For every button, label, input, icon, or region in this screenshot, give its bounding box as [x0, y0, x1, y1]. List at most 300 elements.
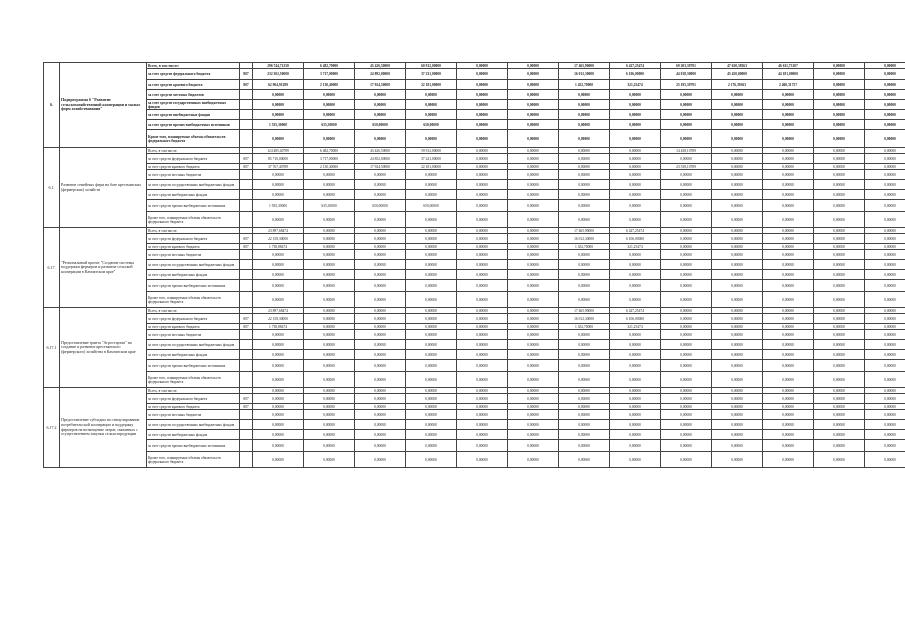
amount-cell: 0,00000	[253, 190, 304, 200]
amount-cell: 0,00000	[457, 410, 508, 420]
amount-cell: 0,00000	[355, 100, 406, 110]
amount-cell: 0,00000	[253, 404, 304, 410]
amount-cell: 0,00000	[865, 120, 905, 130]
amount-cell: 0,00000	[814, 372, 865, 388]
amount-cell: 0,00000	[406, 404, 457, 410]
amount-cell: 0,00000	[865, 324, 905, 330]
amount-cell: 0,00000	[610, 120, 661, 130]
amount-cell: 6 106,00000	[610, 234, 661, 244]
amount-cell: 0,00000	[661, 234, 712, 244]
amount-cell: 0,00000	[508, 308, 559, 314]
amount-cell: 0,00000	[457, 372, 508, 388]
amount-cell: 0,00000	[508, 130, 559, 148]
amount-cell: 0,00000	[763, 324, 814, 330]
amount-cell: 0,00000	[763, 314, 814, 324]
amount-cell: 0,00000	[763, 430, 814, 440]
amount-cell: 6 482,70000	[304, 63, 355, 69]
amount-cell: 0,00000	[457, 360, 508, 372]
grbs-code	[240, 280, 253, 292]
table-row	[44, 292, 905, 308]
amount-cell: 0,00000	[610, 90, 661, 100]
amount-cell: 0,00000	[814, 120, 865, 130]
amount-cell: 0,00000	[355, 350, 406, 360]
amount-cell: 0,00000	[508, 440, 559, 452]
amount-cell: 0,00000	[559, 410, 610, 420]
amount-cell: 0,00000	[457, 292, 508, 308]
amount-cell: 0,00000	[508, 110, 559, 120]
amount-cell: 0,00000	[406, 372, 457, 388]
amount-cell: 0,00000	[712, 324, 763, 330]
amount-cell: 0,00000	[610, 388, 661, 394]
amount-cell: 1 738,88474	[253, 244, 304, 250]
funding-source: за счет средств государственных внебюджетных фондов	[147, 180, 240, 190]
funding-source: Всего, в том числе:	[147, 308, 240, 314]
amount-cell: 0,00000	[814, 324, 865, 330]
amount-cell: 0,00000	[355, 360, 406, 372]
grbs-code	[240, 200, 253, 212]
amount-cell: 0,00000	[610, 148, 661, 154]
amount-cell: 2 130,40000	[304, 164, 355, 170]
program-name: Развитие семейных ферм на базе крестьянских (фермерских) хозяйств	[60, 148, 147, 228]
amount-cell: 0,00000	[406, 308, 457, 314]
amount-cell: 0,00000	[406, 234, 457, 244]
amount-cell: 60 912,00000	[406, 63, 457, 69]
amount-cell: 16 012,30000	[559, 234, 610, 244]
table-row	[44, 452, 905, 468]
amount-cell: 0,00000	[406, 440, 457, 452]
amount-cell: 0,00000	[559, 440, 610, 452]
amount-cell: 0,00000	[508, 324, 559, 330]
amount-cell: 0,00000	[865, 260, 905, 270]
funding-source: за счет средств федерального бюджета	[147, 394, 240, 404]
amount-cell: 0,00000	[559, 100, 610, 110]
amount-cell: 0,00000	[355, 110, 406, 120]
amount-cell: 0,00000	[712, 228, 763, 234]
amount-cell: 0,00000	[610, 394, 661, 404]
amount-cell: 0,00000	[457, 280, 508, 292]
amount-cell: 0,00000	[406, 130, 457, 148]
table-row	[44, 80, 905, 90]
amount-cell: 0,00000	[457, 212, 508, 228]
amount-cell: 0,00000	[406, 430, 457, 440]
amount-cell: 0,00000	[457, 440, 508, 452]
amount-cell: 0,00000	[712, 394, 763, 404]
amount-cell: 0,00000	[355, 330, 406, 340]
amount-cell: 0,00000	[508, 388, 559, 394]
amount-cell: 0,00000	[253, 420, 304, 430]
amount-cell: 0,00000	[712, 420, 763, 430]
funding-source: за счет средств прочих внебюджетных источников	[147, 120, 240, 130]
amount-cell: 0,00000	[661, 394, 712, 404]
amount-cell: 0,00000	[559, 170, 610, 180]
amount-cell: 0,00000	[661, 430, 712, 440]
amount-cell: 0,00000	[406, 270, 457, 280]
amount-cell: 0,00000	[355, 410, 406, 420]
amount-cell: 0,00000	[712, 110, 763, 120]
amount-cell: 0,00000	[508, 120, 559, 130]
amount-cell: 0,00000	[253, 100, 304, 110]
amount-cell: 0,00000	[661, 360, 712, 372]
budget-table	[43, 62, 905, 468]
amount-cell: 0,00000	[457, 148, 508, 154]
amount-cell: 0,00000	[814, 234, 865, 244]
funding-source: за счет средств внебюджетных фондов	[147, 350, 240, 360]
amount-cell: 0,00000	[865, 430, 905, 440]
amount-cell: 6 427,25474	[610, 63, 661, 69]
amount-cell: 0,00000	[304, 90, 355, 100]
amount-cell: 0,00000	[355, 404, 406, 410]
amount-cell: 0,00000	[457, 308, 508, 314]
amount-cell: 0,00000	[457, 69, 508, 80]
amount-cell: 22 158,30000	[253, 234, 304, 244]
amount-cell: 23 538,10789	[661, 164, 712, 170]
amount-cell: 0,00000	[610, 260, 661, 270]
grbs-code: 807	[240, 234, 253, 244]
grbs-code	[240, 410, 253, 420]
table-row	[44, 212, 905, 228]
amount-cell: 0,00000	[865, 90, 905, 100]
amount-cell: 0,00000	[253, 170, 304, 180]
amount-cell: 0,00000	[508, 63, 559, 69]
grbs-code	[240, 90, 253, 100]
row-code: 6.17.2	[44, 388, 60, 468]
amount-cell: 17 465,90000	[559, 63, 610, 69]
amount-cell: 0,00000	[355, 228, 406, 234]
grbs-code	[240, 340, 253, 350]
amount-cell: 14 438,10789	[661, 148, 712, 154]
amount-cell: 0,00000	[814, 350, 865, 360]
table-row	[44, 440, 905, 452]
funding-source: за счет средств прочих внебюджетных источников	[147, 280, 240, 292]
amount-cell: 0,00000	[559, 340, 610, 350]
amount-cell: 0,00000	[355, 260, 406, 270]
amount-cell: 0,00000	[712, 180, 763, 190]
amount-cell: 0,00000	[712, 430, 763, 440]
amount-cell: 0,00000	[457, 250, 508, 260]
amount-cell: 124 485,40789	[253, 148, 304, 154]
amount-cell: 0,00000	[304, 212, 355, 228]
funding-source: за счет средств внебюджетных фондов	[147, 270, 240, 280]
amount-cell: 0,00000	[661, 180, 712, 190]
amount-cell: 0,00000	[661, 170, 712, 180]
funding-source: за счет средств федерального бюджета	[147, 154, 240, 164]
amount-cell: 0,00000	[508, 212, 559, 228]
grbs-code	[240, 180, 253, 190]
amount-cell: 0,00000	[610, 410, 661, 420]
amount-cell: 0,00000	[406, 314, 457, 324]
amount-cell: 0,00000	[355, 270, 406, 280]
amount-cell: 1 452,70000	[559, 244, 610, 250]
amount-cell: 0,00000	[304, 350, 355, 360]
amount-cell: 0,00000	[406, 100, 457, 110]
amount-cell: 0,00000	[457, 170, 508, 180]
amount-cell: 0,00000	[355, 190, 406, 200]
amount-cell: 0,00000	[712, 164, 763, 170]
amount-cell: 0,00000	[763, 270, 814, 280]
amount-cell: 0,00000	[814, 228, 865, 234]
amount-cell: 0,00000	[457, 388, 508, 394]
amount-cell: 0,00000	[865, 228, 905, 234]
amount-cell: 0,00000	[712, 388, 763, 394]
amount-cell: 17 465,90000	[559, 228, 610, 234]
amount-cell: 0,00000	[355, 234, 406, 244]
amount-cell: 0,00000	[814, 394, 865, 404]
amount-cell: 0,00000	[814, 250, 865, 260]
amount-cell: 0,00000	[763, 164, 814, 170]
amount-cell: 0,00000	[610, 340, 661, 350]
amount-cell: 0,00000	[559, 404, 610, 410]
amount-cell: 0,00000	[763, 308, 814, 314]
amount-cell: 0,00000	[865, 63, 905, 69]
amount-cell: 0,00000	[406, 260, 457, 270]
amount-cell: 0,00000	[559, 110, 610, 120]
amount-cell: 0,00000	[355, 314, 406, 324]
amount-cell: 0,00000	[406, 324, 457, 330]
amount-cell: 0,00000	[406, 110, 457, 120]
amount-cell: 0,00000	[355, 212, 406, 228]
amount-cell: 0,00000	[559, 292, 610, 308]
table-row	[44, 234, 905, 244]
amount-cell: 0,00000	[814, 170, 865, 180]
amount-cell: 47 630,38363	[712, 63, 763, 69]
amount-cell: 43 426,50000	[355, 148, 406, 154]
amount-cell: 0,00000	[661, 250, 712, 260]
amount-cell: 3 717,00000	[304, 154, 355, 164]
amount-cell: 2 460,31757	[763, 80, 814, 90]
amount-cell: 0,00000	[661, 100, 712, 110]
grbs-code	[240, 250, 253, 260]
amount-cell: 0,00000	[814, 244, 865, 250]
amount-cell: 0,00000	[457, 90, 508, 100]
amount-cell: 37 767,40789	[253, 164, 304, 170]
amount-cell: 0,00000	[865, 250, 905, 260]
amount-cell: 0,00000	[508, 452, 559, 468]
amount-cell: 296 744,71250	[253, 63, 304, 69]
amount-cell: 0,00000	[253, 350, 304, 360]
amount-cell: 3 717,00000	[304, 69, 355, 80]
amount-cell: 0,00000	[355, 388, 406, 394]
grbs-code	[240, 350, 253, 360]
amount-cell: 0,00000	[865, 180, 905, 190]
amount-cell: 0,00000	[457, 430, 508, 440]
amount-cell: 650,00000	[406, 200, 457, 212]
amount-cell: 0,00000	[610, 350, 661, 360]
amount-cell: 44 181,00000	[763, 69, 814, 80]
amount-cell: 0,00000	[865, 164, 905, 170]
amount-cell: 0,00000	[355, 180, 406, 190]
amount-cell: 24 892,00000	[355, 69, 406, 80]
amount-cell: 0,00000	[559, 250, 610, 260]
amount-cell: 0,00000	[814, 388, 865, 394]
amount-cell: 0,00000	[457, 404, 508, 410]
amount-cell: 45 450,00000	[712, 69, 763, 80]
amount-cell: 25 195,39791	[661, 80, 712, 90]
amount-cell: 0,00000	[712, 250, 763, 260]
amount-cell: 0,00000	[712, 200, 763, 212]
amount-cell: 0,00000	[457, 394, 508, 404]
grbs-code	[240, 190, 253, 200]
amount-cell: 59 912,00000	[406, 148, 457, 154]
amount-cell: 2 176,39363	[712, 80, 763, 90]
table-row	[44, 190, 905, 200]
amount-cell: 0,00000	[661, 260, 712, 270]
amount-cell: 0,00000	[355, 250, 406, 260]
amount-cell: 0,00000	[253, 360, 304, 372]
amount-cell: 0,00000	[406, 394, 457, 404]
table-row	[44, 270, 905, 280]
amount-cell: 0,00000	[712, 100, 763, 110]
funding-source: за счет средств внебюджетных фондов	[147, 110, 240, 120]
amount-cell: 0,00000	[763, 180, 814, 190]
grbs-code: 807	[240, 80, 253, 90]
amount-cell: 0,00000	[661, 154, 712, 164]
amount-cell: 0,00000	[355, 244, 406, 250]
amount-cell: 62 904,91289	[253, 80, 304, 90]
amount-cell: 321,25474	[610, 244, 661, 250]
amount-cell: 0,00000	[712, 170, 763, 180]
amount-cell: 0,00000	[763, 330, 814, 340]
amount-cell: 0,00000	[610, 330, 661, 340]
amount-cell: 635,30000	[304, 120, 355, 130]
amount-cell: 0,00000	[712, 404, 763, 410]
amount-cell: 0,00000	[712, 292, 763, 308]
grbs-code: 807	[240, 394, 253, 404]
amount-cell: 0,00000	[406, 212, 457, 228]
amount-cell: 0,00000	[865, 314, 905, 324]
program-name: Подпрограмма 6 "Развитие сельскохозяйственной кооперации и малых форм хозяйствования"	[60, 63, 147, 148]
amount-cell: 0,00000	[457, 180, 508, 190]
amount-cell: 0,00000	[304, 308, 355, 314]
amount-cell: 0,00000	[712, 360, 763, 372]
amount-cell: 16 012,30000	[559, 69, 610, 80]
amount-cell: 0,00000	[763, 148, 814, 154]
amount-cell: 0,00000	[457, 164, 508, 170]
amount-cell: 0,00000	[406, 90, 457, 100]
amount-cell: 0,00000	[814, 130, 865, 148]
amount-cell: 0,00000	[865, 69, 905, 80]
amount-cell: 0,00000	[661, 440, 712, 452]
amount-cell: 0,00000	[610, 200, 661, 212]
grbs-code	[240, 110, 253, 120]
grbs-code	[240, 330, 253, 340]
amount-cell: 0,00000	[406, 250, 457, 260]
amount-cell: 0,00000	[814, 292, 865, 308]
funding-source: за счет средств внебюджетных фондов	[147, 190, 240, 200]
amount-cell: 0,00000	[712, 130, 763, 148]
grbs-code	[240, 260, 253, 270]
amount-cell: 0,00000	[304, 244, 355, 250]
amount-cell: 0,00000	[508, 372, 559, 388]
budget-table-body	[44, 63, 905, 468]
amount-cell: 0,00000	[712, 452, 763, 468]
amount-cell: 0,00000	[406, 388, 457, 394]
amount-cell: 2 130,40000	[304, 80, 355, 90]
amount-cell: 0,00000	[355, 340, 406, 350]
amount-cell: 0,00000	[865, 440, 905, 452]
amount-cell: 0,00000	[763, 260, 814, 270]
amount-cell: 0,00000	[661, 110, 712, 120]
amount-cell: 0,00000	[304, 100, 355, 110]
amount-cell: 0,00000	[304, 250, 355, 260]
amount-cell: 0,00000	[304, 110, 355, 120]
amount-cell: 0,00000	[610, 164, 661, 170]
amount-cell: 0,00000	[814, 308, 865, 314]
amount-cell: 37 241,00000	[406, 154, 457, 164]
amount-cell: 0,00000	[814, 340, 865, 350]
amount-cell: 0,00000	[865, 394, 905, 404]
amount-cell: 0,00000	[763, 292, 814, 308]
amount-cell: 0,00000	[508, 292, 559, 308]
amount-cell: 0,00000	[559, 452, 610, 468]
amount-cell: 0,00000	[610, 100, 661, 110]
amount-cell: 0,00000	[508, 280, 559, 292]
amount-cell: 0,00000	[763, 190, 814, 200]
amount-cell: 0,00000	[304, 292, 355, 308]
amount-cell: 0,00000	[457, 200, 508, 212]
table-row	[44, 120, 905, 130]
amount-cell: 0,00000	[355, 170, 406, 180]
amount-cell: 0,00000	[865, 234, 905, 244]
amount-cell: 44 018,30000	[661, 69, 712, 80]
amount-cell: 1 738,88474	[253, 324, 304, 330]
amount-cell: 0,00000	[661, 330, 712, 340]
amount-cell: 6 482,70000	[304, 148, 355, 154]
amount-cell: 0,00000	[457, 314, 508, 324]
program-name: Предоставление гранта "Агростартап" на создание и развитие крестьянского (фермерского) хозяйства в Камчатском крае	[60, 308, 147, 388]
amount-cell: 0,00000	[763, 388, 814, 394]
amount-cell: 1 452,70000	[559, 80, 610, 90]
amount-cell: 0,00000	[457, 130, 508, 148]
amount-cell: 0,00000	[457, 63, 508, 69]
amount-cell: 0,00000	[559, 270, 610, 280]
amount-cell: 0,00000	[508, 90, 559, 100]
program-name: Предоставление субсидии на стимулирование потребительской кооперации и поддержку фермеров на возмещение затрат, связанных с осуществлением закупки сельхозпродукции	[60, 388, 147, 468]
table-row	[44, 372, 905, 388]
amount-cell: 0,00000	[610, 190, 661, 200]
amount-cell: 0,00000	[253, 440, 304, 452]
amount-cell: 0,00000	[508, 200, 559, 212]
amount-cell: 0,00000	[763, 90, 814, 100]
amount-cell: 0,00000	[406, 360, 457, 372]
amount-cell: 0,00000	[661, 420, 712, 430]
amount-cell: 0,00000	[610, 130, 661, 148]
amount-cell: 0,00000	[508, 190, 559, 200]
amount-cell: 0,00000	[253, 430, 304, 440]
grbs-code	[240, 420, 253, 430]
amount-cell: 1 935,30000	[253, 200, 304, 212]
grbs-code	[240, 292, 253, 308]
amount-cell: 0,00000	[865, 148, 905, 154]
amount-cell: 0,00000	[457, 234, 508, 244]
funding-source: за счет средств внебюджетных фондов	[147, 430, 240, 440]
amount-cell: 0,00000	[508, 330, 559, 340]
amount-cell: 0,00000	[712, 350, 763, 360]
amount-cell: 0,00000	[253, 110, 304, 120]
amount-cell: 0,00000	[814, 360, 865, 372]
amount-cell: 0,00000	[661, 308, 712, 314]
row-code: 6.1.	[44, 148, 60, 228]
funding-source: за счет средств прочих внебюджетных источников	[147, 360, 240, 372]
amount-cell: 0,00000	[865, 212, 905, 228]
amount-cell: 0,00000	[763, 372, 814, 388]
amount-cell: 0,00000	[712, 190, 763, 200]
amount-cell: 0,00000	[304, 440, 355, 452]
amount-cell: 0,00000	[814, 314, 865, 324]
funding-source: за счет средств федерального бюджета	[147, 69, 240, 80]
table-row	[44, 170, 905, 180]
amount-cell: 0,00000	[406, 170, 457, 180]
amount-cell: 232 302,50000	[253, 69, 304, 80]
